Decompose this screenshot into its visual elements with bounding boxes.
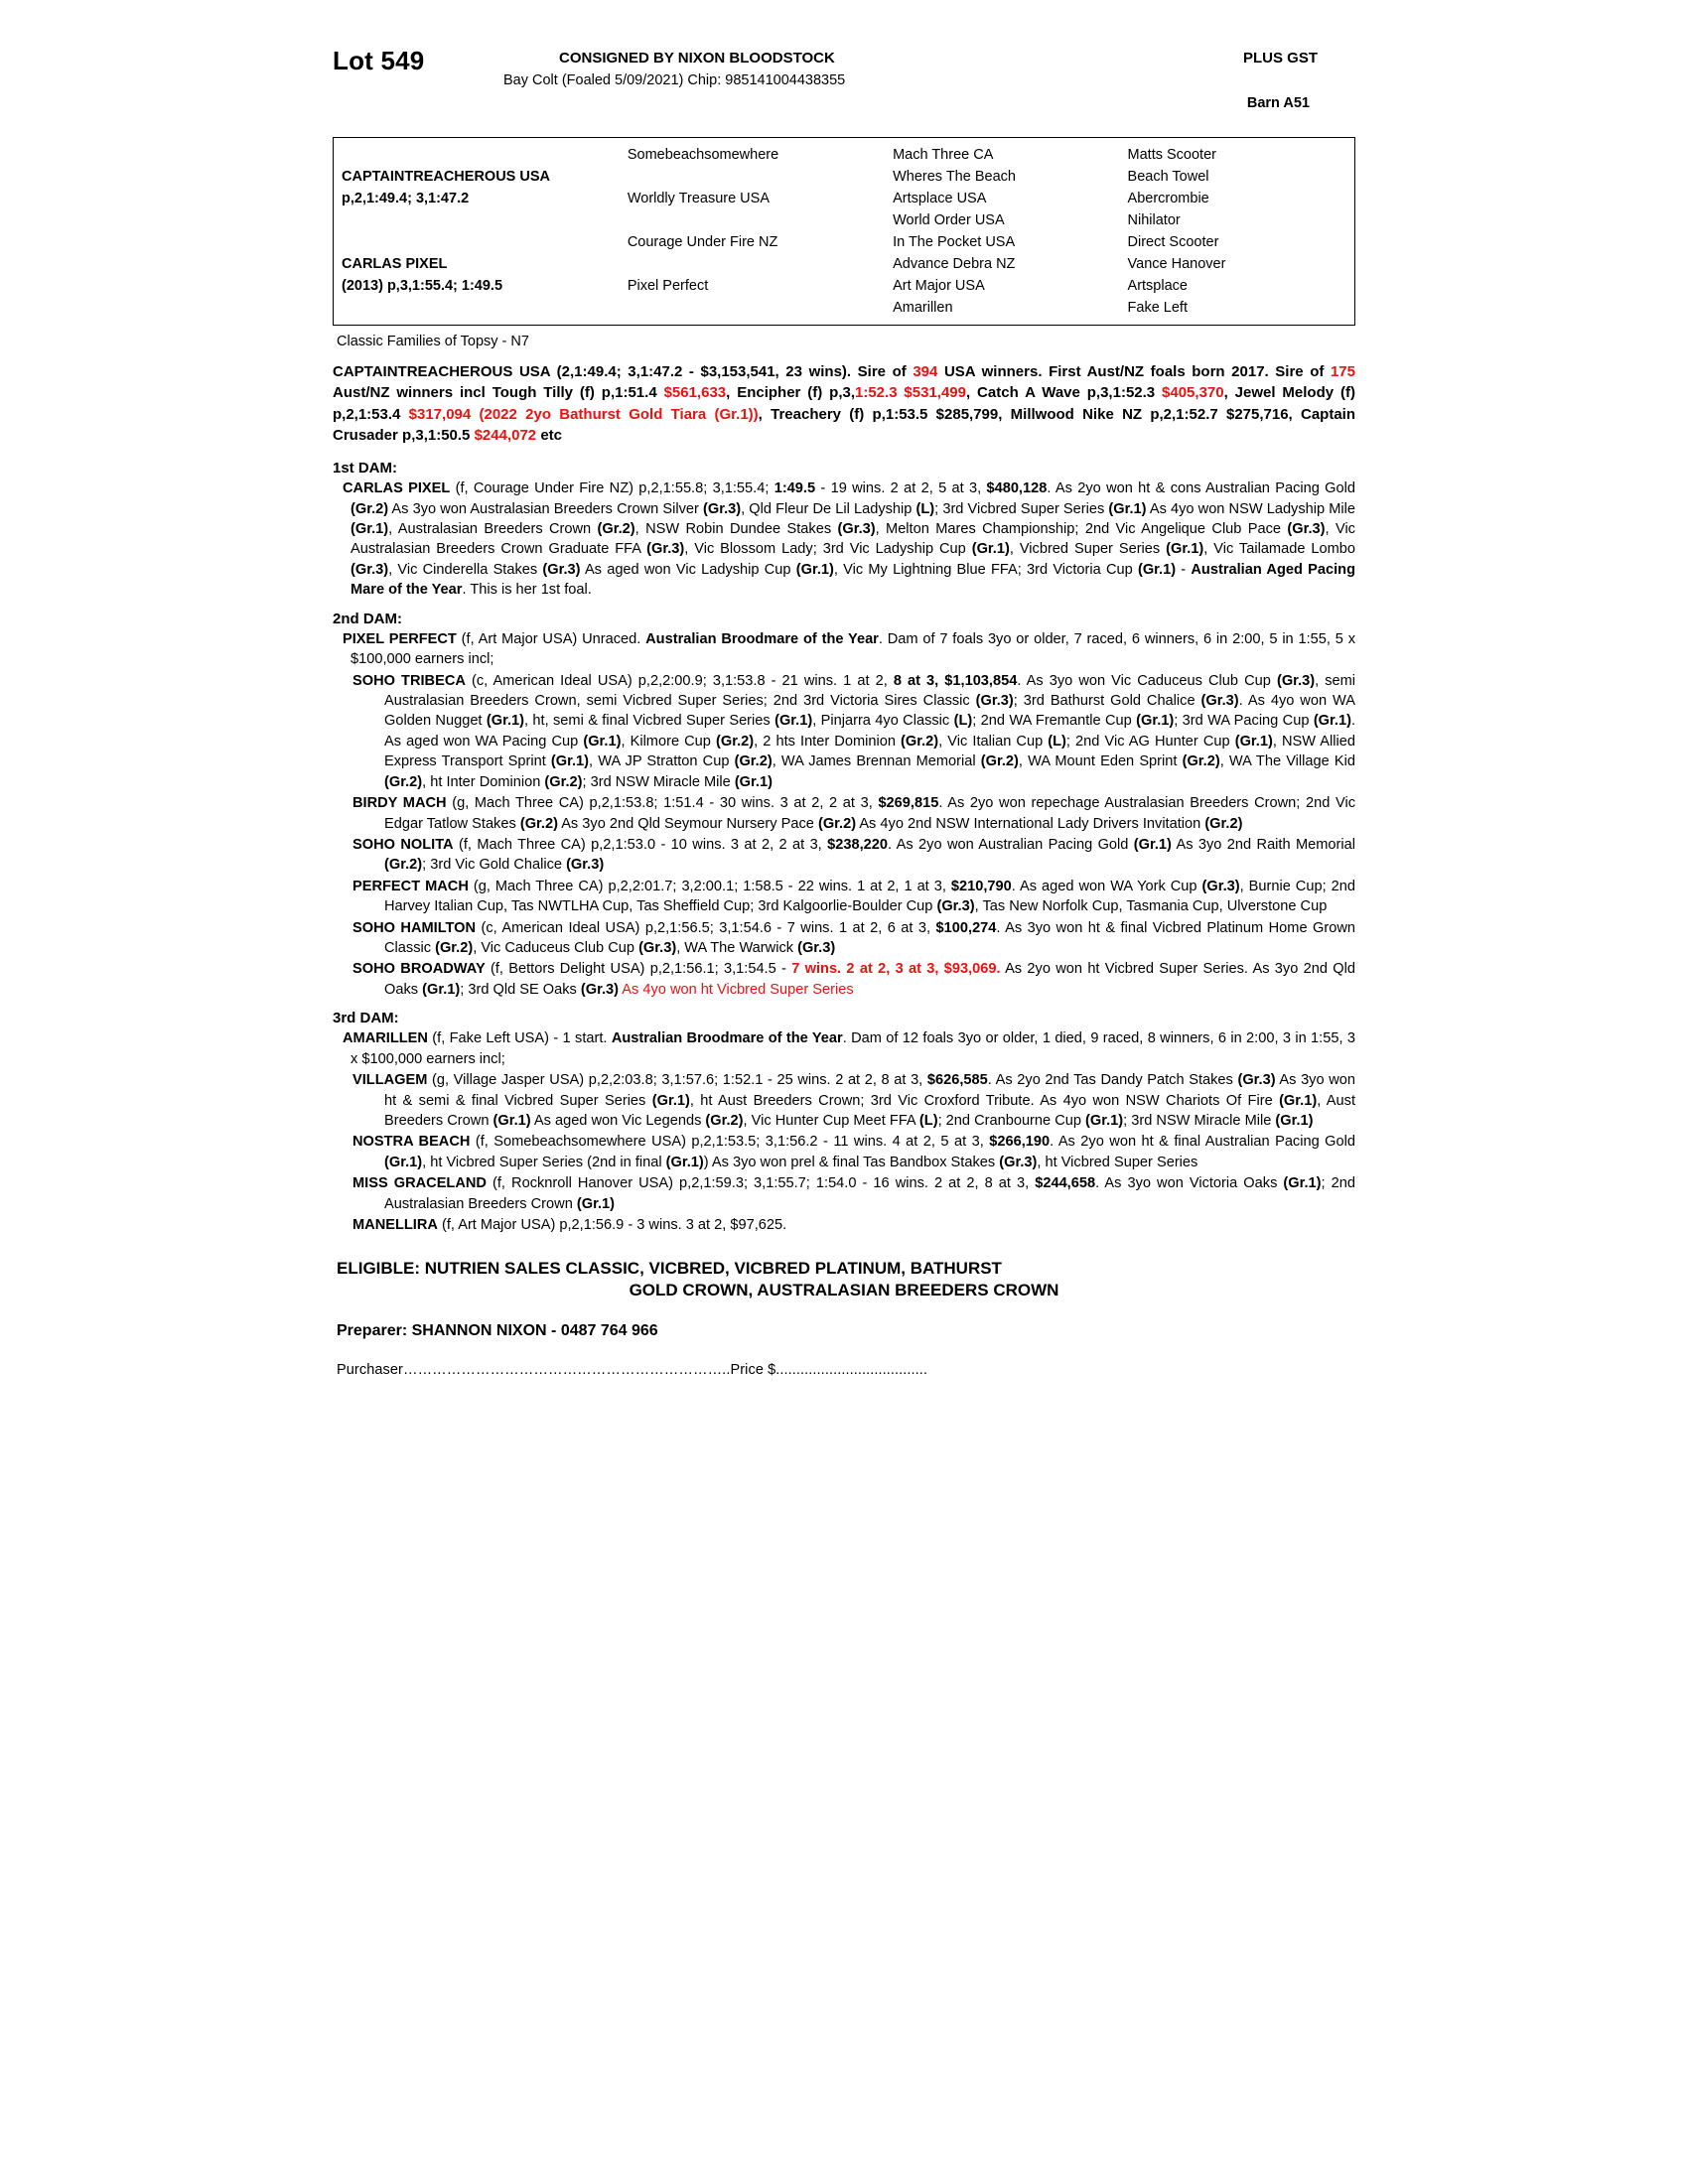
progeny-entry: PERFECT MACH (g, Mach Three CA) p,2,2:01.7; 3,2:00.1; 1:58.5 - 22 wins. 1 at 2, 1 at 3, $210,790. As aged won WA York Cup (Gr.3), Burnie Cup; 2nd Harvey Italian Cup, Tas NWTLHA Cup, Tas Sheffield Cup; 3rd Kalgoorlie-Boulder Cup (Gr.3), Tas New Norfolk Cup, Tasmania Cup, Ulverstone Cup	[352, 878, 1355, 915]
progeny-entry: SOHO HAMILTON (c, American Ideal USA) p,2,1:56.5; 3,1:54.6 - 7 wins. 1 at 2, 6 at 3, $100,274. As 3yo won ht & final Vicbred Platinum Home Grown Classic (Gr.2), Vic Caduceus Club Cup (Gr.3), WA The Warwick (Gr.3)	[352, 919, 1355, 957]
progeny-entry: BIRDY MACH (g, Mach Three CA) p,2,1:53.8; 1:51.4 - 30 wins. 3 at 2, 2 at 3, $269,815. As 2yo won repechage Australasian Breeders Crown; 2nd Vic Edgar Tatlow Stakes (Gr.2) As 3yo 2nd Qld Seymour Nursery Pace (Gr.2) As 4yo 2nd NSW International Lady Drivers Invitation (Gr.2)	[352, 795, 1355, 832]
dam-entry: CARLAS PIXEL (f, Courage Under Fire NZ) p,2,1:55.8; 3,1:55.4; 1:49.5 - 19 wins. 2 at 2, 5 at 3, $480,128. As 2yo won ht & cons Australian Pacing Gold (Gr.2) As 3yo won Australasian Breeders Crown Silver (Gr.3), Qld Fleur De Lil Ladyship (L); 3rd Vicbred Super Series (Gr.1) As 4yo won NSW Ladyship Mile (Gr.1), Australasian Breeders Crown (Gr.2), NSW Robin Dundee Stakes (Gr.3), Melton Mares Championship; 2nd Vic Angelique Club Pace (Gr.3), Vic Australasian Breeders Crown Graduate FFA (Gr.3), Vic Blossom Lady; 3rd Vic Ladyship Cup (Gr.1), Vicbred Super Series (Gr.1), Vic Tailamade Lombo (Gr.3), Vic Cinderella Stakes (Gr.3) As aged won Vic Ladyship Cup (Gr.1), Vic My Lightning Blue FFA; 3rd Victoria Cup (Gr.1) - Australian Aged Pacing Mare of the Year. This is her 1st foal.	[343, 480, 1355, 599]
pedigree-cell-c: World Order USA	[893, 212, 1005, 228]
pedigree-cell-b	[620, 253, 885, 275]
pedigree-cell-c: Art Major USA	[893, 278, 985, 294]
pedigree-cell-d: Abercrombie	[1127, 191, 1209, 206]
page-content	[333, 46, 1355, 1378]
lot-number: Lot 549	[333, 46, 425, 75]
progeny-entry: SOHO TRIBECA (c, American Ideal USA) p,2,2:00.9; 3,1:53.8 - 21 wins. 1 at 2, 8 at 3, $1,103,854. As 3yo won Vic Caduceus Club Cup (Gr.3), semi Australasian Breeders Crown, semi Vicbred Super Series; 2nd 3rd Victoria Sires Classic (Gr.3); 3rd Bathurst Gold Chalice (Gr.3). As 4yo won WA Golden Nugget (Gr.1), ht, semi & final Vicbred Super Series (Gr.1), Pinjarra 4yo Classic (L); 2nd WA Fremantle Cup (Gr.1); 3rd WA Pacing Cup (Gr.1). As aged won WA Pacing Cup (Gr.1), Kilmore Cup (Gr.2), 2 hts Inter Dominion (Gr.2), Vic Italian Cup (L); 2nd Vic AG Hunter Cup (Gr.1), NSW Allied Express Transport Sprint (Gr.1), WA JP Stratton Cup (Gr.2), WA James Brennan Memorial (Gr.2), WA Mount Eden Sprint (Gr.2), WA The Village Kid (Gr.2), ht Inter Dominion (Gr.2); 3rd NSW Miracle Mile (Gr.1)	[352, 672, 1356, 790]
pedigree-cell-c: Wheres The Beach	[893, 169, 1016, 185]
barn-label: Barn A51	[1246, 95, 1310, 111]
progeny-entry: MISS GRACELAND (f, Rocknroll Hanover USA) p,2,1:59.3; 3,1:55.7; 1:54.0 - 16 wins. 2 at 2, 8 at 3, $244,658. As 3yo won Victoria Oaks (Gr.1); 2nd Australasian Breeders Crown (Gr.1)	[352, 1175, 1355, 1212]
pedigree-cell-a	[334, 209, 620, 231]
pedigree-cell-b: Worldly Treasure USA	[627, 191, 770, 206]
pedigree-cell-d: Fake Left	[1127, 300, 1188, 316]
page-header	[333, 46, 1355, 123]
pedigree-row	[334, 188, 1354, 209]
pedigree-cell-a	[334, 231, 620, 253]
pedigree-row	[334, 253, 1354, 275]
dam-entry: PIXEL PERFECT (f, Art Major USA) Unraced. Australian Broodmare of the Year. Dam of 7 foals 3yo or older, 7 raced, 6 winners, 6 in 2:00, 5 in 1:55, 5 x $100,000 earners incl;	[343, 630, 1356, 668]
horse-description: Bay Colt (Foaled 5/09/2021) Chip: 985141004438355	[503, 72, 846, 88]
pedigree-cell-d: Direct Scooter	[1127, 234, 1219, 250]
pedigree-cell-c: Artsplace USA	[893, 191, 987, 206]
sire-summary-paragraph: CAPTAINTREACHEROUS USA (2,1:49.4; 3,1:47.2 - $3,153,541, 23 wins). Sire of 394 USA winners. First Aust/NZ foals born 2017. Sire of 175 Aust/NZ winners incl Tough Tilly (f) p,1:51.4 $561,633, Encipher (f) p,3,1:52.3 $531,499, Catch A Wave p,3,1:52.3 $405,370, Jewel Melody (f) p,2,1:53.4 $317,094 (2022 2yo Bathurst Gold Tiara (Gr.1)), Treachery (f) p,1:53.5 $285,799, Millwood Nike NZ p,2,1:52.7 $275,716, Captain Crusader p,3,1:50.5 $244,072 etc	[333, 363, 1355, 444]
progeny-entry: MANELLIRA (f, Art Major USA) p,2,1:56.9 - 3 wins. 3 at 2, $97,625.	[352, 1217, 787, 1234]
progeny-entry: VILLAGEM (g, Village Jasper USA) p,2,2:03.8; 3,1:57.6; 1:52.1 - 25 wins. 2 at 2, 8 at 3, $626,585. As 2yo 2nd Tas Dandy Patch Stakes (Gr.3) As 3yo won ht & semi & final Vicbred Super Series (Gr.1), ht Aust Breeders Crown; 3rd Vic Croxford Tribute. As 4yo won NSW Chariots Of Fire (Gr.1), Aust Breeders Crown (Gr.1) As aged won Vic Legends (Gr.2), Vic Hunter Cup Meet FFA (L); 2nd Cranbourne Cup (Gr.1); 3rd NSW Miracle Mile (Gr.1)	[352, 1072, 1356, 1129]
progeny-entry: SOHO BROADWAY (f, Bettors Delight USA) p,2,1:56.1; 3,1:54.5 - 7 wins. 2 at 2, 3 at 3, $93,069. As 2yo won ht Vicbred Super Series. As 3yo 2nd Qld Oaks (Gr.1); 3rd Qld SE Oaks (Gr.3) As 4yo won ht Vicbred Super Series	[352, 961, 1355, 998]
pedigree-row	[334, 231, 1354, 253]
pedigree-table	[334, 144, 1354, 319]
pedigree-cell-c: In The Pocket USA	[893, 234, 1016, 250]
dam-heading: 3rd DAM:	[333, 1010, 399, 1027]
eligible-block	[333, 1258, 1355, 1303]
pedigree-cell-d: Beach Towel	[1127, 169, 1209, 185]
pedigree-row	[334, 209, 1354, 231]
dam-sections	[333, 460, 1355, 1235]
pedigree-cell-a: p,2,1:49.4; 3,1:47.2	[342, 191, 470, 206]
pedigree-row	[334, 166, 1354, 188]
pedigree-cell-b	[620, 209, 885, 231]
dam-heading: 1st DAM:	[333, 460, 398, 478]
pedigree-cell-b: Courage Under Fire NZ	[627, 234, 778, 250]
pedigree-cell-a: (2013) p,3,1:55.4; 1:49.5	[342, 278, 503, 294]
dam-entry: AMARILLEN (f, Fake Left USA) - 1 start. Australian Broodmare of the Year. Dam of 12 foals 3yo or older, 1 died, 9 raced, 8 winners, 6 in 2:00, 3 in 1:55, 3 x $100,000 earners incl;	[343, 1030, 1355, 1067]
pedigree-cell-b	[620, 297, 885, 319]
progeny-entry: SOHO NOLITA (f, Mach Three CA) p,2,1:53.0 - 10 wins. 3 at 2, 2 at 3, $238,220. As 2yo won Australian Pacing Gold (Gr.1) As 3yo 2nd Raith Memorial (Gr.2); 3rd Vic Gold Chalice (Gr.3)	[352, 836, 1355, 874]
pedigree-row	[334, 144, 1354, 166]
pedigree-cell-b: Somebeachsomewhere	[627, 147, 779, 163]
pedigree-cell-a: CAPTAINTREACHEROUS USA	[342, 169, 550, 185]
pedigree-cell-a: CARLAS PIXEL	[342, 256, 448, 272]
preparer-line: Preparer: SHANNON NIXON - 0487 764 966	[337, 1322, 658, 1340]
purchaser-line: Purchaser…………………………………………………………..Price $.....................................	[337, 1362, 928, 1379]
pedigree-cell-a	[334, 144, 620, 166]
pedigree-body	[334, 144, 1354, 319]
consignor-name: CONSIGNED BY NIXON BLOODSTOCK	[559, 50, 835, 67]
pedigree-cell-b: Pixel Perfect	[627, 278, 709, 294]
pedigree-cell-c: Amarillen	[893, 300, 953, 316]
eligible-line-1: ELIGIBLE: NUTRIEN SALES CLASSIC, VICBRED, VICBRED PLATINUM, BATHURST	[337, 1258, 1002, 1278]
pedigree-cell-c: Advance Debra NZ	[893, 256, 1016, 272]
pedigree-cell-c: Mach Three CA	[893, 147, 994, 163]
classic-families-line: Classic Families of Topsy - N7	[337, 334, 529, 349]
pedigree-cell-d: Vance Hanover	[1127, 256, 1226, 272]
pedigree-cell-d: Artsplace	[1127, 278, 1188, 294]
pedigree-cell-d: Matts Scooter	[1127, 147, 1216, 163]
progeny-entry: NOSTRA BEACH (f, Somebeachsomewhere USA) p,2,1:53.5; 3,1:56.2 - 11 wins. 4 at 2, 5 at 3, $266,190. As 2yo won ht & final Australian Pacing Gold (Gr.1), ht Vicbred Super Series (2nd in final (Gr.1)) As 3yo won prel & final Tas Bandbox Stakes (Gr.3), ht Vicbred Super Series	[352, 1134, 1355, 1170]
pedigree-row	[334, 297, 1354, 319]
pedigree-box	[333, 137, 1355, 326]
pedigree-cell-b	[620, 166, 885, 188]
plus-gst-label: PLUS GST	[1242, 50, 1318, 67]
eligible-line-2: GOLD CROWN, AUSTRALASIAN BREEDERS CROWN	[629, 1281, 1059, 1300]
dam-heading: 2nd DAM:	[333, 610, 402, 627]
pedigree-cell-d: Nihilator	[1127, 212, 1181, 228]
pedigree-row	[334, 275, 1354, 297]
pedigree-cell-a	[334, 297, 620, 319]
